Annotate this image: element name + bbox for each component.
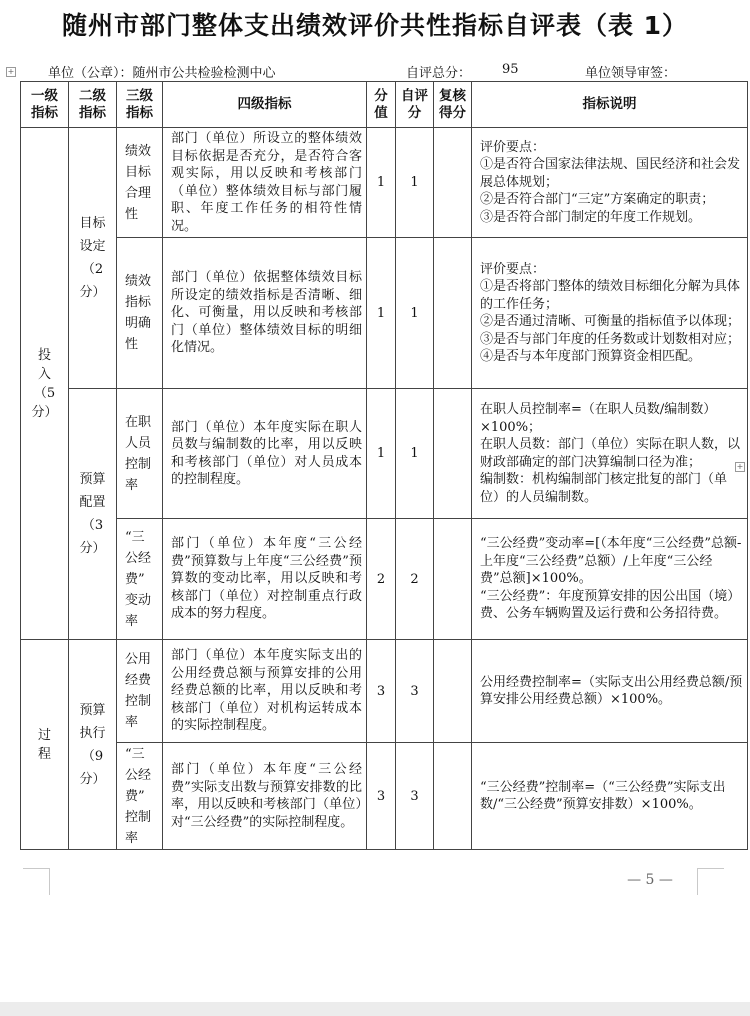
- header-level2: 二级 指标: [69, 82, 117, 128]
- note-cell: “三公经费”控制率=（“三公经费”实际支出数/“三公经费”预算安排数）×100%。: [472, 743, 748, 850]
- level4-desc-cell: 部门（单位）所设立的整体绩效目标依据是否充分，是否符合客观实际，用以反映和考核部门（单位）整体绩效目标与部门履职、年度工作任务的相符性情况。: [163, 128, 367, 238]
- header-note: 指标说明: [472, 82, 748, 128]
- points-cell: 1: [367, 238, 396, 389]
- header-points: 分 值: [367, 82, 396, 128]
- indicator-table: [20, 81, 748, 850]
- note-cell: “三公经费”变动率=[（本年度“三公经费”总额-上年度“三公经费”总额）/上年度“三公经费”总额]×100%。 “三公经费”：年度预算安排的因公出国（境）费、公务车辆购置及运行费和公务招待费。: [472, 519, 748, 640]
- header-level1: 一级 指标: [21, 82, 69, 128]
- level2-cell: 目标 设定 （2 分）: [69, 128, 117, 389]
- level3-cell: 绩效 目标 合理 性: [117, 128, 163, 238]
- note-cell: 在职人员控制率=（在职人员数/编制数）×100%； 在职人员数：部门（单位）实际在职人数，以财政部确定的部门决算编制口径为准； 编制数：机构编制部门核定批复的部门（单位）的人员编制数。: [472, 389, 748, 519]
- table-row: [21, 640, 748, 743]
- review-score-cell[interactable]: [434, 519, 472, 640]
- review-score-cell[interactable]: [434, 238, 472, 389]
- header-review-score: 复核 得分: [434, 82, 472, 128]
- note-cell: 公用经费控制率=（实际支出公用经费总额/预算安排公用经费总额）×100%。: [472, 640, 748, 743]
- header-self-score: 自评 分: [396, 82, 434, 128]
- review-score-cell[interactable]: [434, 389, 472, 519]
- self-score-cell: 3: [396, 640, 434, 743]
- points-cell: 3: [367, 640, 396, 743]
- review-score-cell[interactable]: [434, 743, 472, 850]
- self-score-cell: 1: [396, 128, 434, 238]
- table-row: [21, 743, 748, 850]
- crop-mark-bottom-right: [697, 868, 724, 895]
- score-label: 自评总分：: [406, 66, 472, 81]
- table-row: [21, 238, 748, 389]
- points-cell: 2: [367, 519, 396, 640]
- unit-label: 单位（公章）：随州市公共检验检测中心: [48, 66, 276, 81]
- note-cell: 评价要点： ①是否符合国家法律法规、国民经济和社会发展总体规划； ②是否符合部门“三定”方案确定的职责； ③是否符合部门制定的年度工作规划。: [472, 128, 748, 238]
- header-row: [21, 82, 748, 128]
- points-cell: 1: [367, 128, 396, 238]
- leader-label: 单位领导审签：: [585, 66, 677, 81]
- window-bottom-bar: [0, 1002, 750, 1016]
- page-title: 随州市部门整体支出绩效评价共性指标自评表（表 1）: [61, 11, 689, 40]
- level4-desc-cell: 部门（单位）本年度实际在职人员数与编制数的比率，用以反映和考核部门（单位）对人员成本的控制程度。: [163, 389, 367, 519]
- table-row: [21, 128, 748, 238]
- review-score-cell[interactable]: [434, 640, 472, 743]
- level3-cell: “三 公经 费” 变动 率: [117, 519, 163, 640]
- level3-cell: “三 公经 费” 控制 率: [117, 743, 163, 850]
- level1-cell: 投 入 （5 分）: [21, 128, 69, 640]
- crop-mark-bottom-left: [23, 868, 50, 895]
- table-move-handle-icon[interactable]: +: [7, 67, 15, 76]
- review-score-cell[interactable]: [434, 128, 472, 238]
- table-row: [21, 389, 748, 519]
- level4-desc-cell: 部门（单位）本年度“三公经费”实际支出数与预算安排数的比率，用以反映和考核部门（单位）对“三公经费”的实际控制程度。: [163, 743, 367, 850]
- self-score-cell: 1: [396, 238, 434, 389]
- level3-cell: 在职 人员 控制 率: [117, 389, 163, 519]
- level2-cell: 预算 配置 （3 分）: [69, 389, 117, 640]
- note-cell: 评价要点： ①是否将部门整体的绩效目标细化分解为具体的工作任务； ②是否通过清晰、可衡量的指标值予以体现； ③是否与部门年度的任务数或计划数相对应； ④是否与本年度部门预算资金相匹配。: [472, 238, 748, 389]
- level4-desc-cell: 部门（单位）本年度“三公经费”预算数与上年度“三公经费”预算数的变动比率，用以反映和考核部门（单位）对控制重点行政成本的努力程度。: [163, 519, 367, 640]
- header-level3: 三级 指标: [117, 82, 163, 128]
- score-value: 95: [502, 62, 519, 77]
- points-cell: 3: [367, 743, 396, 850]
- page-number: — 5 —: [627, 872, 673, 888]
- level4-desc-cell: 部门（单位）依据整体绩效目标所设定的绩效指标是否清晰、细化、可衡量，用以反映和考核部门（单位）整体绩效目标的明细化情况。: [163, 238, 367, 389]
- level3-cell: 公用 经费 控制 率: [117, 640, 163, 743]
- level1-cell: 过 程: [21, 640, 69, 850]
- header-level4: 四级指标: [163, 82, 367, 128]
- points-cell: 1: [367, 389, 396, 519]
- add-column-icon[interactable]: +: [736, 462, 744, 471]
- level3-cell: 绩效 指标 明确 性: [117, 238, 163, 389]
- meta-row: [0, 62, 750, 80]
- self-score-cell: 3: [396, 743, 434, 850]
- table-row: [21, 519, 748, 640]
- level2-cell: 预算 执行 （9 分）: [69, 640, 117, 850]
- self-score-cell: 1: [396, 389, 434, 519]
- self-score-cell: 2: [396, 519, 434, 640]
- level4-desc-cell: 部门（单位）本年度实际支出的公用经费总额与预算安排的公用经费总额的比率，用以反映和考核部门（单位）对机构运转成本的实际控制程度。: [163, 640, 367, 743]
